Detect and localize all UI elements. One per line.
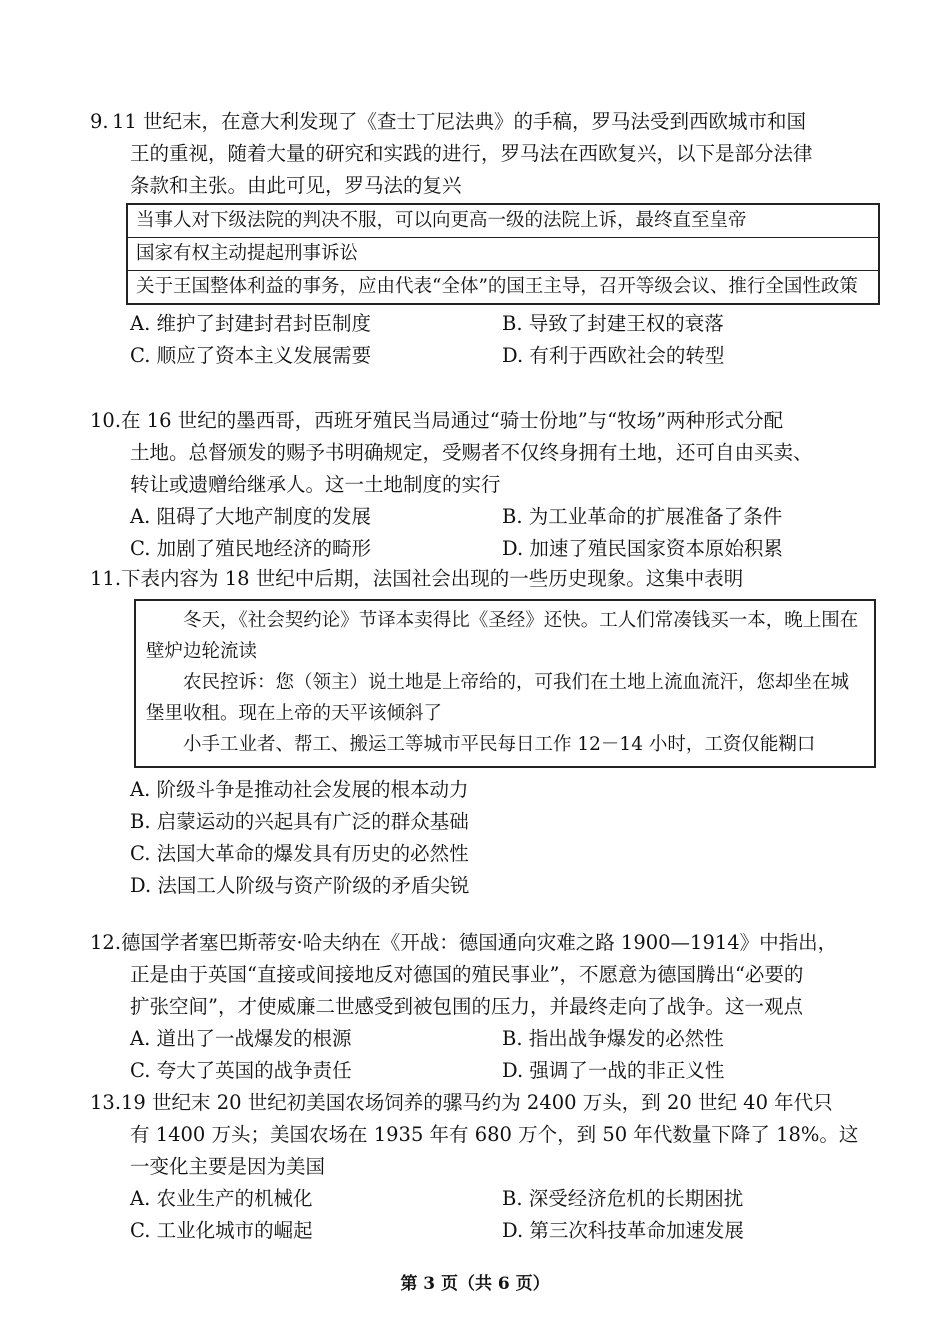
stem-line: 一变化主要是因为美国 — [130, 1155, 326, 1178]
option-a[interactable]: A. 维护了封建封君封臣制度 — [130, 312, 371, 335]
stem-line: 转让或遗赠给继承人。这一土地制度的实行 — [130, 473, 501, 496]
option-d[interactable]: D. 有利于西欧社会的转型 — [502, 344, 725, 367]
option-b[interactable]: B. 为工业革命的扩展准备了条件 — [502, 505, 783, 528]
material-paragraph: 冬天，《社会契约论》节译本卖得比《圣经》还快。工人们常凑钱买一本，晚上围在壁炉边轮流读 — [146, 610, 859, 662]
question-number: 12. — [90, 931, 122, 954]
question-number: 10. — [90, 409, 122, 432]
stem-line: 土地。总督颁发的赐予书明确规定，受赐者不仅终身拥有土地，还可自由买卖、 — [130, 441, 813, 464]
stem-line: 正是由于英国“直接或间接地反对德国的殖民事业”，不愿意为德国腾出“必要的 — [130, 963, 804, 986]
question-13-stem: 13.19 世纪末 20 世纪初美国农场饲养的骡马约为 2400 万头，到 20 世纪 40 年代只 — [90, 1087, 880, 1119]
option-c[interactable]: C. 加剧了殖民地经济的畸形 — [130, 537, 372, 560]
options — [90, 774, 880, 902]
question-10-stem: 10.在 16 世纪的墨西哥，西班牙殖民当局通过“骑士份地”与“牧场”两种形式分配 — [90, 405, 880, 437]
question-9 — [90, 106, 880, 372]
option-c[interactable]: C. 法国大革命的爆发具有历史的必然性 — [130, 842, 469, 865]
question-10 — [90, 405, 880, 565]
legal-clauses-table — [126, 203, 880, 305]
stem-line: 条款和主张。由此可见，罗马法的复兴 — [130, 174, 462, 197]
question-number: 11. — [90, 567, 122, 590]
stem-line: 有 1400 万头；美国农场在 1935 年有 680 万个，到 50 年代数量下降了 18%。这 — [130, 1123, 859, 1146]
option-d[interactable]: D. 第三次科技革命加速发展 — [502, 1219, 744, 1242]
option-b[interactable]: B. 启蒙运动的兴起具有广泛的群众基础 — [130, 810, 469, 833]
material-paragraph: 农民控诉：您（领主）说土地是上帝给的，可我们在土地上流血流汗，您却坐在城堡里收租。现在上帝的天平该倾斜了 — [146, 672, 850, 724]
question-11 — [90, 563, 880, 902]
option-a[interactable]: A. 道出了一战爆发的根源 — [130, 1027, 352, 1050]
question-12-stem: 12.德国学者塞巴斯蒂安·哈夫纳在《开战：德国通向灾难之路 1900—1914》中指出， — [90, 927, 880, 959]
question-11-stem: 11.下表内容为 18 世纪中后期，法国社会出现的一些历史现象。这集中表明 — [90, 563, 880, 595]
option-d[interactable]: D. 加速了殖民国家资本原始积累 — [502, 537, 783, 560]
options — [90, 501, 880, 565]
table-row: 当事人对下级法院的判决不服，可以向更高一级的法院上诉，最终直至皇帝 — [128, 205, 878, 238]
option-b[interactable]: B. 指出战争爆发的必然性 — [502, 1027, 724, 1050]
option-a[interactable]: A. 阶级斗争是推动社会发展的根本动力 — [130, 778, 469, 801]
option-b[interactable]: B. 导致了封建王权的衰落 — [502, 312, 724, 335]
question-number: 13. — [90, 1091, 122, 1114]
material-paragraph: 小手工业者、帮工、搬运工等城市平民每日工作 12－14 小时，工资仅能糊口 — [183, 734, 816, 755]
option-d[interactable]: D. 法国工人阶级与资产阶级的矛盾尖锐 — [130, 874, 470, 897]
table-row: 关于王国整体利益的事务，应由代表“全体”的国王主导，召开等级会议、推行全国性政策 — [136, 276, 858, 297]
historical-material-box — [134, 599, 876, 768]
question-13 — [90, 1087, 880, 1247]
option-d[interactable]: D. 强调了一战的非正义性 — [502, 1059, 725, 1082]
option-c[interactable]: C. 工业化城市的崛起 — [130, 1219, 313, 1242]
question-number: 9. — [90, 110, 109, 133]
page-footer: 第 3 页（共 6 页） — [400, 1274, 550, 1294]
option-c[interactable]: C. 夸大了英国的战争责任 — [130, 1059, 352, 1082]
option-a[interactable]: A. 农业生产的机械化 — [130, 1187, 313, 1210]
table-row: 国家有权主动提起刑事诉讼 — [128, 238, 878, 271]
option-c[interactable]: C. 顺应了资本主义发展需要 — [130, 344, 372, 367]
option-a[interactable]: A. 阻碍了大地产制度的发展 — [130, 505, 371, 528]
question-9-stem: 9. 11 世纪末，在意大利发现了《查士丁尼法典》的手稿，罗马法受到西欧城市和国 — [90, 106, 880, 138]
stem-line: 扩张空间”，才使威廉二世感受到被包围的压力，并最终走向了战争。这一观点 — [130, 995, 803, 1018]
options — [90, 1183, 880, 1247]
stem-line: 王的重视，随着大量的研究和实践的进行，罗马法在西欧复兴，以下是部分法律 — [130, 142, 813, 165]
options — [90, 1023, 880, 1087]
options — [90, 308, 880, 372]
option-b[interactable]: B. 深受经济危机的长期困扰 — [502, 1187, 744, 1210]
question-12 — [90, 927, 880, 1087]
